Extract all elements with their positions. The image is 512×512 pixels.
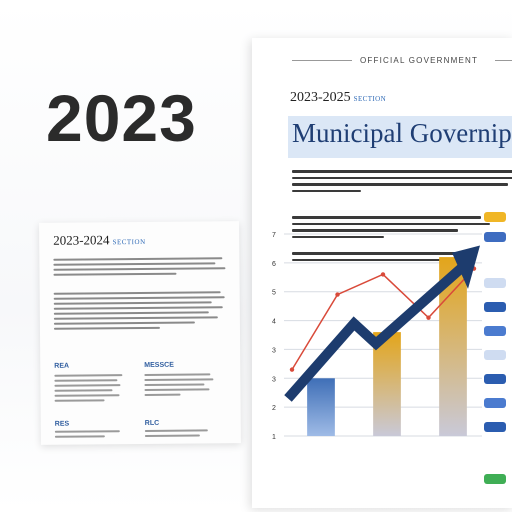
left-doc-col-heading-2: MESSCE xyxy=(144,361,174,369)
left-doc-col-heading-3: RES xyxy=(54,420,70,428)
right-doc-section-label: SECTION xyxy=(353,95,387,103)
left-doc-header xyxy=(53,232,146,249)
right-doc-year-range: 2023-2025 xyxy=(290,90,351,105)
left-doc-col-4 xyxy=(145,429,217,440)
left-doc-paragraph-1 xyxy=(53,257,229,279)
left-doc-paragraph-2 xyxy=(54,291,230,333)
badge-icon xyxy=(484,302,506,312)
side-icon-column xyxy=(484,210,512,510)
right-doc-year-heading xyxy=(290,90,386,106)
bar xyxy=(307,378,335,436)
left-doc-year-range: 2023-2024 xyxy=(53,232,110,248)
y-tick-label: 3 xyxy=(272,376,276,384)
left-document xyxy=(39,221,241,445)
badge-icon xyxy=(484,422,506,432)
chart xyxy=(268,228,490,446)
badge-icon xyxy=(484,374,506,384)
trend-point xyxy=(335,292,339,296)
header-rule-left xyxy=(292,60,352,61)
badge-icon xyxy=(484,474,506,484)
badge-icon xyxy=(484,212,506,222)
trend-point xyxy=(381,272,385,276)
trend-point xyxy=(426,315,430,319)
header-rule-right xyxy=(495,60,512,61)
trend-point xyxy=(290,367,294,371)
official-header: OFFICIAL GOVERNMENT xyxy=(360,56,479,65)
badge-icon xyxy=(484,350,506,360)
y-tick-label: 6 xyxy=(272,260,276,268)
chart-svg xyxy=(268,228,490,446)
left-doc-section-label: SECTION xyxy=(112,237,146,247)
y-tick-label: 1 xyxy=(272,434,276,441)
badge-icon xyxy=(484,326,506,336)
left-doc-col-3 xyxy=(55,430,127,441)
badge-icon xyxy=(484,278,506,288)
y-tick-label: 3 xyxy=(272,347,276,355)
document-title: Municipal Governip xyxy=(292,118,512,148)
y-tick-label: 7 xyxy=(272,232,276,239)
right-doc-paragraph-1 xyxy=(292,170,512,196)
y-tick-label: 4 xyxy=(272,318,276,326)
badge-icon xyxy=(484,232,506,242)
left-doc-col-heading-1: REA xyxy=(54,362,70,370)
badge-icon xyxy=(484,398,506,408)
hero-year: 2023 xyxy=(46,81,197,155)
y-tick-label: 2 xyxy=(272,405,276,413)
y-tick-label: 5 xyxy=(272,289,276,297)
left-doc-col-2 xyxy=(144,373,216,399)
left-doc-col-1 xyxy=(54,374,126,405)
left-doc-col-heading-4: RLC xyxy=(144,419,160,427)
